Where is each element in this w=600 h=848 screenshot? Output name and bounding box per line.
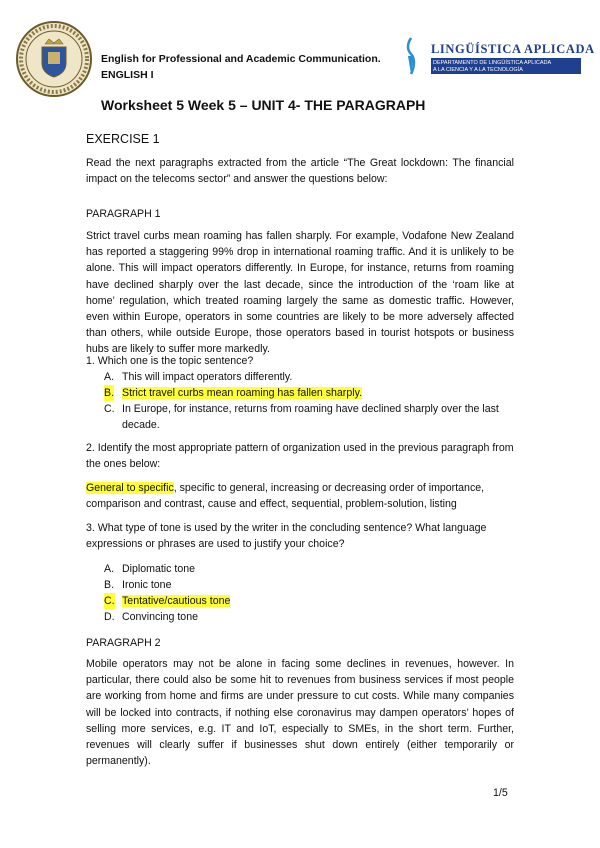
option-b-answer: B. Strict travel curbs mean roaming has fallen sharply. bbox=[104, 385, 504, 401]
question-1: 1. Which one is the topic sentence? bbox=[86, 355, 254, 367]
option-c-answer: C. Tentative/cautious tone bbox=[104, 593, 504, 609]
question-1-options bbox=[104, 369, 504, 435]
course-title: English for Professional and Academic Communication. bbox=[101, 53, 381, 65]
option-c: C. In Europe, for instance, returns from roaming have declined sharply over the last decade. bbox=[104, 403, 499, 432]
exercise-heading: EXERCISE 1 bbox=[86, 132, 160, 146]
option-a: A. This will impact operators differently. bbox=[104, 371, 293, 383]
worksheet-title: Worksheet 5 Week 5 – UNIT 4- THE PARAGRAPH bbox=[101, 97, 426, 113]
question-2-answer-list: General to specific, specific to general, increasing or decreasing order of importance, comparison and contrast, cause and effect, sequential, problem-solution, listing bbox=[86, 482, 485, 511]
option-b: B. Ironic tone bbox=[104, 579, 172, 591]
paragraph-1-text: Strict travel curbs mean roaming has fallen sharply. For example, Vodafone New Zealand has reported a staggering 99% drop in international roaming traffic. And it is unlikely to be alone. This will impact operators differently. In Europe, for instance, returns from roaming have declined sharply over the last decade, since the introduction of the ‘roam like at home’ regulation, which treated roaming largely the same as domestic traffic. However, even within Europe, operators in some countries are likely to be more adversely affected than others, while outside Europe, those operators based in tourist hotspots or business hubs are likely to suffer more markedly. bbox=[86, 230, 514, 356]
university-seal-logo bbox=[15, 20, 93, 98]
option-a: A. Diplomatic tone bbox=[104, 563, 196, 575]
highlighted-answer: Strict travel curbs mean roaming has fallen sharply. bbox=[122, 387, 363, 399]
question-3-options bbox=[104, 561, 504, 627]
department-logo-subtitle-1: DEPARTAMENTO DE LINGÜÍSTICA APLICADA bbox=[433, 60, 552, 66]
highlighted-answer: Tentative/cautious tone bbox=[122, 595, 231, 607]
paragraph-2-heading: PARAGRAPH 2 bbox=[86, 637, 161, 649]
department-logo-name: LINGÜÍSTICA APLICADA bbox=[431, 42, 595, 56]
department-logo-subtitle-2: A LA CIENCIA Y A LA TECNOLOGÍA bbox=[433, 67, 523, 73]
course-header bbox=[101, 51, 381, 83]
department-logo-icon bbox=[404, 36, 418, 76]
paragraph-2-text: Mobile operators may not be alone in facing some declines in revenues, however. In particular, there could also be some hit to revenues from business services if most people are working from home and firms are under pressure to cut costs. While many companies will be locked into contracts, if nothing else coronavirus may dampen operators’ hopes of selling more services, e.g. IT and IoT, especially to SMEs, in the short term. Further, revenues will clearly suffer if businesses shut down entirely (either temporarily or permanently). bbox=[86, 658, 514, 768]
course-level: ENGLISH I bbox=[101, 69, 154, 81]
page-number: 1/5 bbox=[493, 787, 508, 799]
option-d: D. Convincing tone bbox=[104, 611, 198, 623]
highlighted-answer: General to specific bbox=[86, 482, 174, 494]
question-2: 2. Identify the most appropriate pattern of organization used in the previous paragraph from the ones below: bbox=[86, 442, 514, 471]
paragraph-1-heading: PARAGRAPH 1 bbox=[86, 208, 161, 220]
exercise-intro: Read the next paragraphs extracted from the article “The Great lockdown: The financial impact on the telecoms sector” and answer the questions below: bbox=[86, 157, 514, 186]
question-3: 3. What type of tone is used by the writer in the concluding sentence? What language expressions or phrases are used to justify your choice? bbox=[86, 522, 487, 551]
